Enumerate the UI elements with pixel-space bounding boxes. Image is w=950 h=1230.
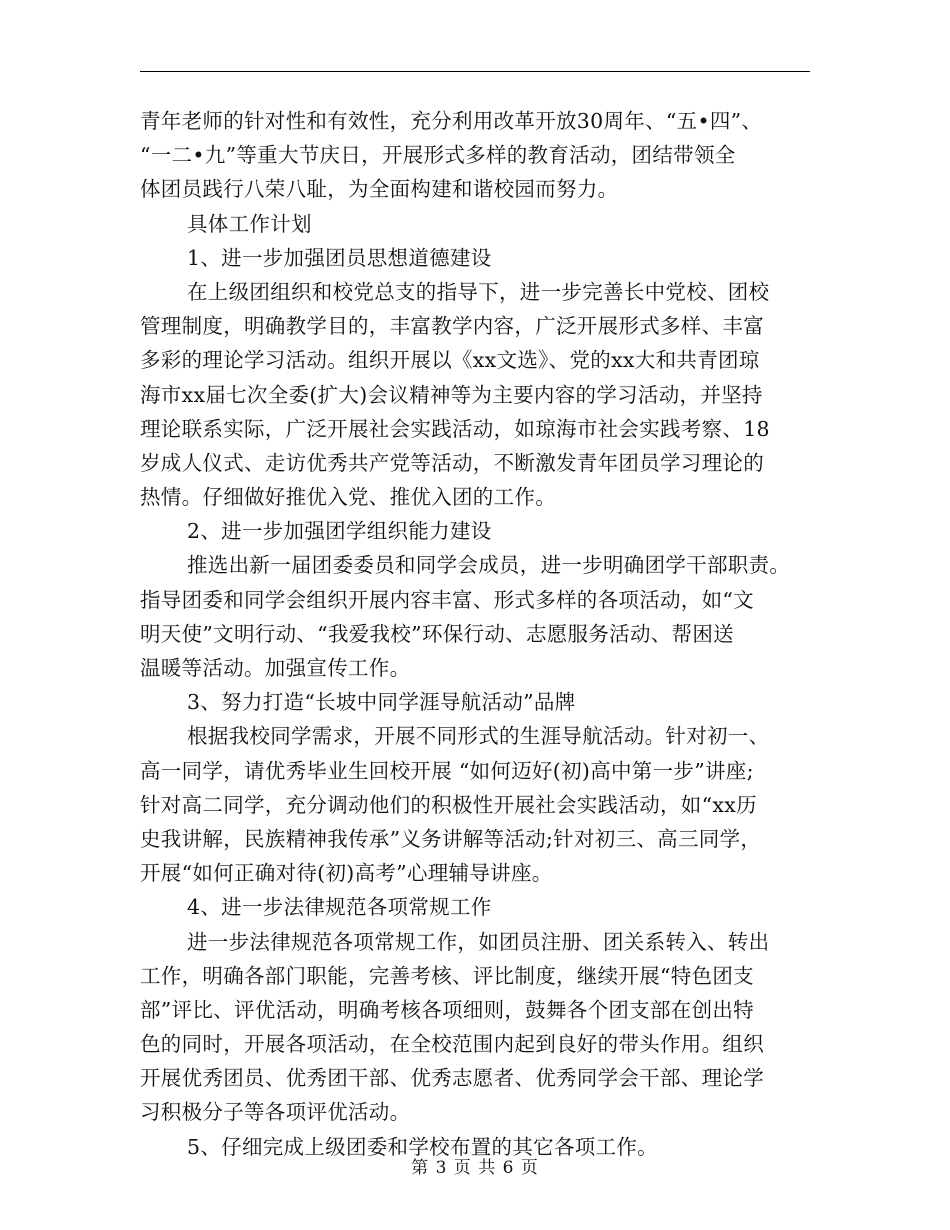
- text-line: 青年老师的针对性和有效性，充分利用改革开放30周年、“五•四”、: [140, 109, 763, 133]
- text-line: 推选出新一届团委委员和同学会成员，进一步明确团学干部职责。: [187, 553, 791, 578]
- text-line: 具体工作计划: [187, 211, 312, 236]
- text-line: 指导团委和同学会组织开展内容丰富、形式多样的各项活动，如“文: [140, 587, 754, 612]
- text-line: 在上级团组织和校党总支的指导下，进一步完善长中党校、团校: [187, 279, 770, 304]
- document-body: [140, 104, 812, 1164]
- text-line: 针对高二同学，充分调动他们的积极性开展社会实践活动，如“xx历: [140, 792, 757, 817]
- text-line: 热情。仔细做好推优入党、推优入团的工作。: [140, 485, 556, 510]
- text-line: 温暖等活动。加强宣传工作。: [140, 656, 411, 680]
- text-line: 开展“如何正确对待(初)高考”心理辅导讲座。: [140, 861, 553, 886]
- text-line: 2、进一步加强团学组织能力建设: [187, 519, 492, 544]
- text-line: 多彩的理论学习活动。组织开展以《xx文选》、党的xx大和共青团琼: [140, 348, 760, 373]
- text-line: 管理制度，明确教学目的，丰富教学内容，广泛开展形式多样、丰富: [140, 314, 764, 339]
- text-line: 工作，明确各部门职能，完善考核、评比制度，继续开展“特色团支: [140, 963, 754, 988]
- text-line: 高一同学，请优秀毕业生回校开展 “如何迈好(初)高中第一步”讲座;: [140, 758, 754, 783]
- text-line: 5、仔细完成上级团委和学校布置的其它各项工作。: [187, 1134, 658, 1159]
- page-footer: 第 3 页 共 6 页: [411, 1158, 539, 1178]
- header-rule: [140, 71, 810, 72]
- text-line: 根据我校同学需求，开展不同形式的生涯导航活动。针对初一、: [187, 724, 770, 749]
- text-line: 部”评比、评优活动，明确考核各项细则，鼓舞各个团支部在创出特: [140, 997, 754, 1022]
- text-line: 史我讲解，民族精神我传承”义务讲解等活动;针对初三、高三同学，: [140, 826, 762, 851]
- text-line: 海市xx届七次全委(扩大)会议精神等为主要内容的学习活动，并坚持: [140, 382, 763, 407]
- text-line: 色的同时，开展各项活动，在全校范围内起到良好的带头作用。组织: [140, 1032, 764, 1057]
- text-line: 开展优秀团员、优秀团干部、优秀志愿者、优秀同学会干部、理论学: [140, 1066, 764, 1091]
- text-line: 体团员践行八荣八耻，为全面构建和谐校园而努力。: [140, 177, 619, 202]
- text-line: “一二•九”等重大节庆日，开展形式多样的教育活动，团结带领全: [140, 143, 736, 168]
- text-line: 明天使”文明行动、“我爱我校”环保行动、志愿服务活动、帮困送: [140, 621, 734, 646]
- text-line: 3、努力打造“长坡中同学涯导航活动”品牌: [187, 690, 576, 715]
- text-line: 进一步法律规范各项常规工作，如团员注册、团关系转入、转出: [187, 929, 770, 954]
- text-line: 4、进一步法律规范各项常规工作: [187, 895, 492, 920]
- text-line: 1、进一步加强团员思想道德建设: [187, 245, 492, 270]
- text-line: 理论联系实际，广泛开展社会实践活动，如琼海市社会实践考察、18: [140, 416, 770, 441]
- text-line: 岁成人仪式、走访优秀共产党等活动，不断激发青年团员学习理论的: [140, 450, 764, 475]
- text-line: 习积极分子等各项评优活动。: [140, 1100, 411, 1125]
